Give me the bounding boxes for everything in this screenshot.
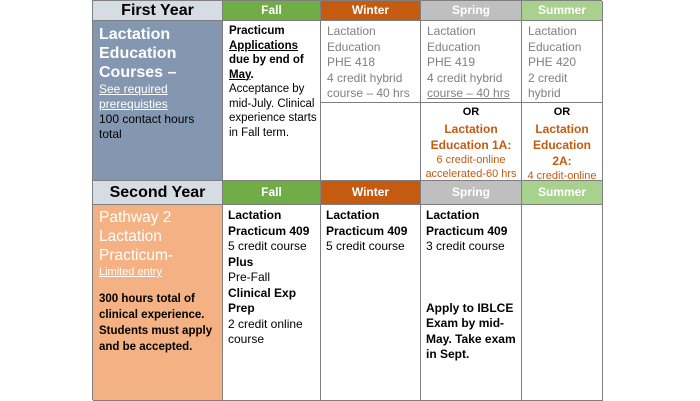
winter-header-2: Winter (321, 181, 421, 205)
course-line: 4 credit hybrid (427, 70, 503, 85)
due-text: due by end of (229, 54, 304, 66)
summer-empty-cell (522, 205, 603, 401)
spring-practicum-cell (421, 205, 522, 401)
course-title: Practicum 409 (228, 223, 310, 238)
due-month: May (229, 68, 251, 81)
pathway2-label-cell (93, 205, 223, 401)
plus-label: Plus (228, 254, 254, 269)
winter-alternative-1a (421, 103, 522, 181)
iblce-exam-note: Apply to IBLCE Exam by mid-May. Take exam in Sept. (426, 300, 516, 361)
clinical-prep-title: Prep (228, 301, 255, 315)
applications-link[interactable]: Applications (229, 39, 299, 52)
course-line: Lactation (528, 24, 577, 38)
lactation-education-title: Lactation Education Courses – (99, 26, 177, 81)
second-year-header: Second Year (93, 181, 223, 205)
fall-practicum-cell (223, 205, 321, 401)
spring-alternative-2a (522, 103, 603, 181)
alt-course-detail: 6 credit-online (436, 153, 506, 166)
prerequisites-link[interactable]: See required prerequisties (99, 82, 168, 111)
course-title: Lactation (426, 208, 480, 222)
summer-header-2: Summer (522, 181, 603, 205)
course-credit: 3 credit course (426, 239, 505, 253)
course-code: PHE 418 (327, 55, 376, 69)
alt-course-detail: accelerated-60 hrs (425, 167, 517, 180)
alt-course-detail: 4 credit-online (527, 169, 597, 181)
course-title: Practicum 409 (326, 223, 408, 238)
fall-empty-cell (321, 103, 421, 181)
course-title: Practicum 409 (426, 223, 508, 238)
fall-course-phe418 (321, 21, 421, 103)
pathway2-title: Pathway 2 Lactation Practicum- (99, 209, 174, 264)
course-credit: 5 credit course (228, 239, 307, 253)
lactation-education-label-cell (93, 21, 223, 181)
course-line: Lactation (427, 24, 476, 38)
contact-hours-text: 100 contact hours total (99, 112, 195, 141)
course-code: PHE 420 (528, 55, 577, 69)
or-label: OR (553, 106, 571, 118)
course-code: PHE 419 (427, 55, 476, 69)
alt-course-title: Education 2A: (532, 137, 591, 168)
summer-practicum-cell (223, 21, 321, 181)
course-line: Education (528, 39, 582, 54)
spring-course-phe420 (522, 21, 603, 103)
course-line: course – 40 hrs (327, 86, 410, 100)
course-line: 2 credit hybrid (528, 70, 568, 100)
due-suffix: . (250, 68, 254, 81)
summer-header-1: Summer (522, 1, 603, 21)
course-line: Lactation (327, 24, 376, 38)
limited-entry-link[interactable]: Limited entry (99, 266, 162, 278)
course-title: Lactation (326, 208, 380, 222)
clinical-prep-title: Clinical Exp (228, 285, 297, 300)
acceptance-text: Acceptance by mid-July. Clinical experience starts in Fall term. (229, 83, 317, 139)
fall-header-2: Fall (223, 181, 321, 205)
alt-course-title: Lactation (444, 121, 498, 136)
winter-course-phe419 (421, 21, 522, 103)
prefall-text: Pre-Fall (228, 270, 271, 284)
course-line: Education (327, 39, 381, 54)
online-credit: course (228, 332, 265, 346)
winter-practicum-cell (321, 205, 421, 401)
online-credit: 2 credit online (228, 316, 303, 331)
course-title: Lactation (228, 208, 282, 222)
spring-header-1: Spring (421, 1, 522, 21)
alt-course-title: Lactation (535, 121, 589, 136)
course-line: course – 40 hrs (427, 86, 510, 100)
course-line: Education (427, 39, 481, 54)
course-line: 4 credit hybrid (327, 70, 403, 85)
fall-header-1: Fall (223, 1, 321, 21)
program-schedule-table (92, 0, 602, 400)
or-label: OR (462, 106, 480, 118)
winter-header-1: Winter (321, 1, 421, 21)
course-credit: 5 credit course (326, 239, 405, 253)
first-year-header: First Year (93, 1, 223, 21)
clinical-hours-note: 300 hours total of clinical experience. Students must apply and be accepted. (99, 292, 213, 353)
alt-course-title: Education 1A: (430, 137, 512, 152)
practicum-title: Practicum (229, 25, 285, 37)
spring-header-2: Spring (421, 181, 522, 205)
